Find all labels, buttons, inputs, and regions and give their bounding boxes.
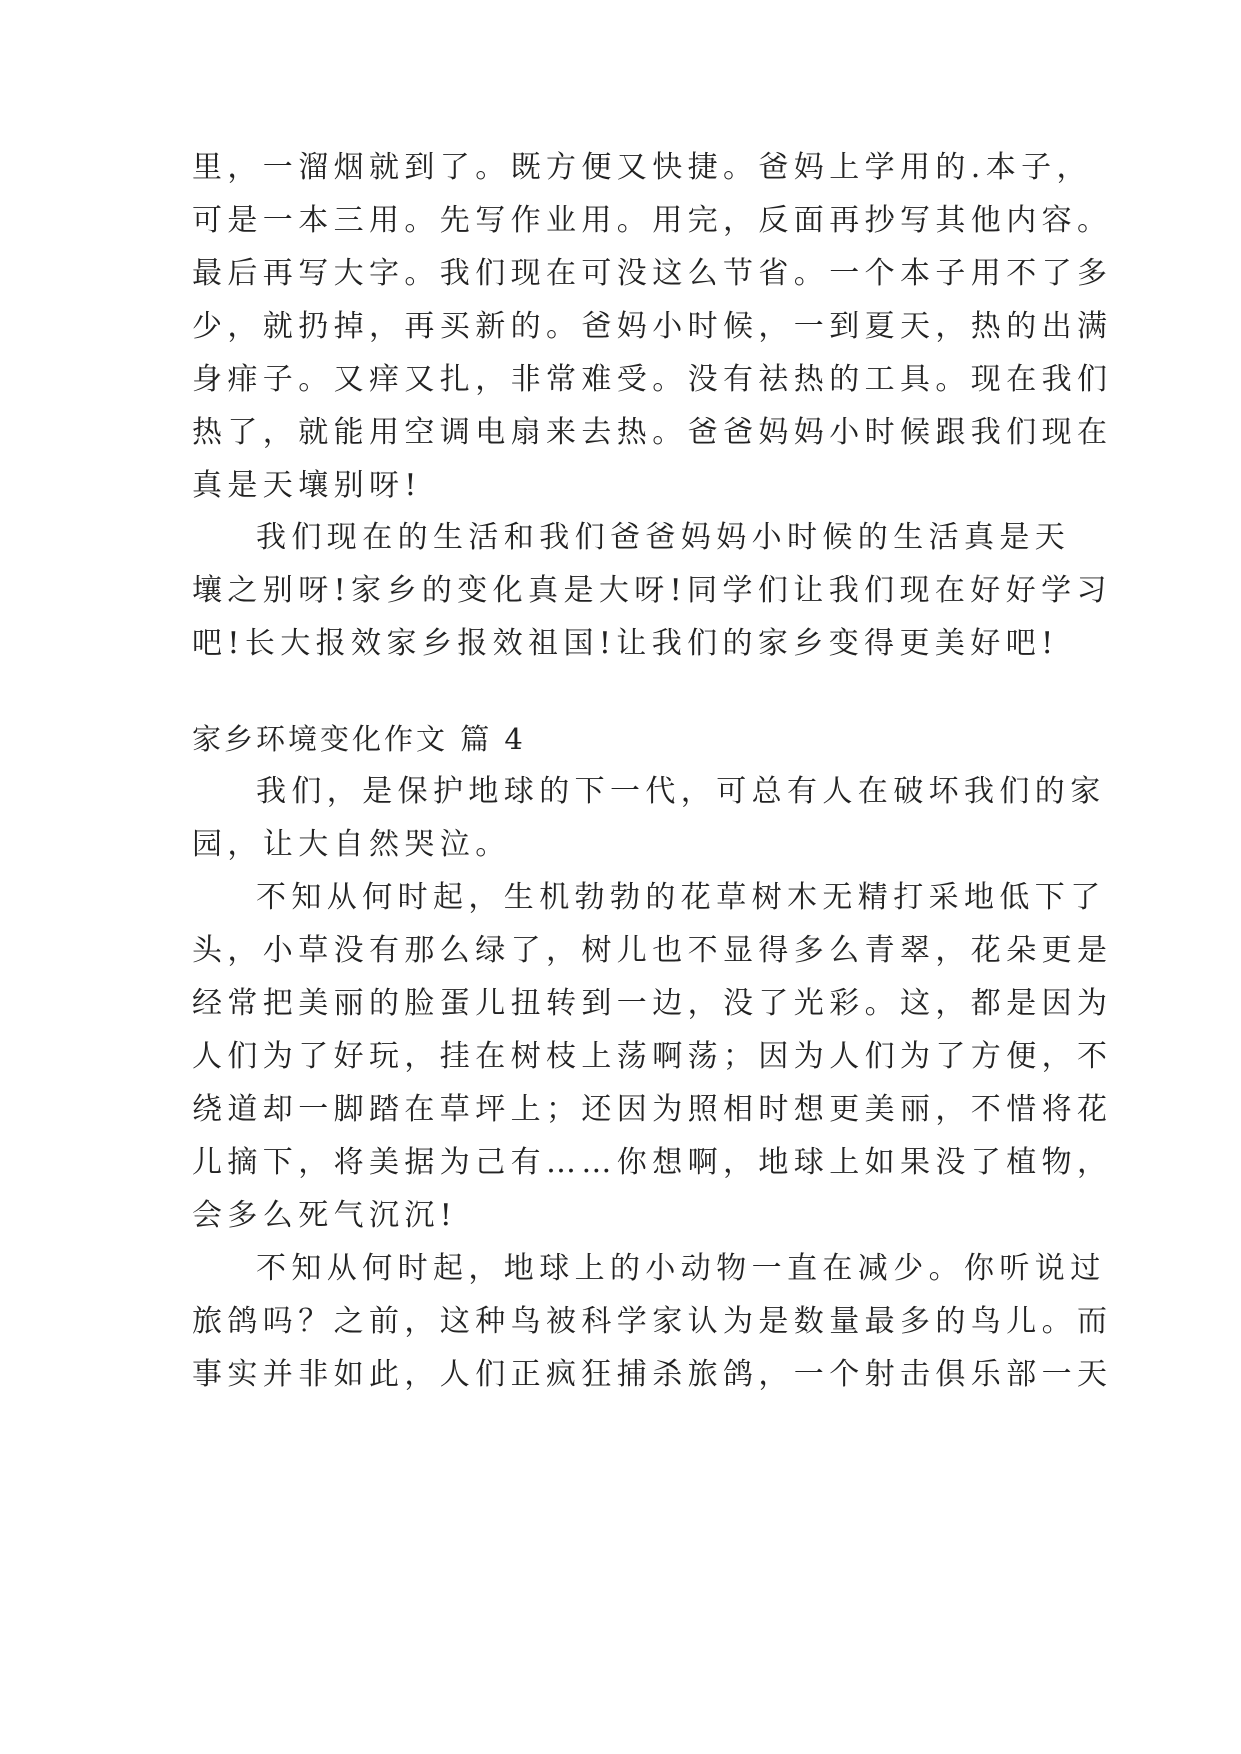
text-line: 不知从何时起，地球上的小动物一直在减少。你听说过: [256, 1251, 1106, 1286]
text-line: 绕道却一脚踏在草坪上；还因为照相时想更美丽，不惜将花: [192, 1092, 1113, 1127]
text-line: 会多么死气沉沉!: [192, 1198, 458, 1233]
text-line: 可是一本三用。先写作业用。用完，反面再抄写其他内容。: [192, 203, 1113, 238]
text-line: 热了，就能用空调电扇来去热。爸爸妈妈小时候跟我们现在: [192, 415, 1113, 450]
text-line: 经常把美丽的脸蛋儿扭转到一边，没了光彩。这，都是因为: [192, 986, 1113, 1021]
text-line: 真是天壤别呀!: [192, 468, 422, 503]
text-line: 最后再写大字。我们现在可没这么节省。一个本子用不了多: [192, 256, 1113, 291]
section-heading: 家乡环境变化作文 篇 4: [192, 722, 526, 756]
text-line: 壤之别呀!家乡的变化真是大呀!同学们让我们现在好好学习: [192, 573, 1112, 608]
text-line: 里，一溜烟就到了。既方便又快捷。爸妈上学用的.本子，: [192, 150, 1092, 185]
text-line: 吧!长大报效家乡报效祖国!让我们的家乡变得更美好吧!: [192, 626, 1059, 661]
text-line: 儿摘下，将美据为己有……你想啊，地球上如果没了植物，: [192, 1145, 1113, 1180]
text-line: 少，就扔掉，再买新的。爸妈小时候，一到夏天，热的出满: [192, 309, 1113, 344]
text-line: 旅鸽吗？之前，这种鸟被科学家认为是数量最多的鸟儿。而: [192, 1304, 1113, 1339]
text-line: 园，让大自然哭泣。: [192, 827, 511, 862]
text-line: 人们为了好玩，挂在树枝上荡啊荡；因为人们为了方便，不: [192, 1039, 1113, 1074]
text-line: 我们现在的生活和我们爸爸妈妈小时候的生活真是天: [256, 520, 1071, 555]
text-line: 身痱子。又痒又扎，非常难受。没有祛热的工具。现在我们: [192, 362, 1113, 397]
text-line: 头，小草没有那么绿了，树儿也不显得多么青翠，花朵更是: [192, 933, 1113, 968]
text-line: 不知从何时起，生机勃勃的花草树木无精打采地低下了: [256, 880, 1106, 915]
text-line: 事实并非如此，人们正疯狂捕杀旅鸽，一个射击俱乐部一天: [192, 1357, 1113, 1392]
text-line: 我们，是保护地球的下一代，可总有人在破坏我们的家: [256, 774, 1106, 809]
